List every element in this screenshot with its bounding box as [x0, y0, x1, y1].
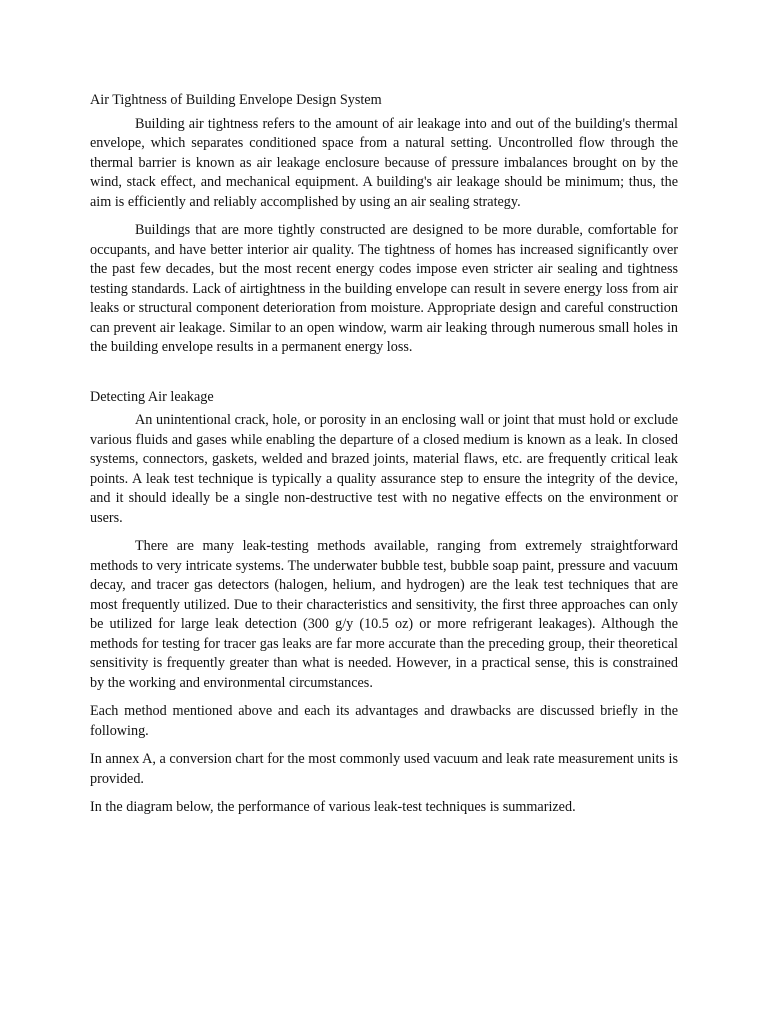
document-page	[90, 91, 678, 827]
section-spacer	[90, 367, 678, 388]
paragraph: An unintentional crack, hole, or porosity in an enclosing wall or joint that must hold or exclude various fluids and gases while enabling the departure of a closed medium is known as a leak. In closed systems, connectors, gaskets, welded and brazed joints, material flaws, etc. are frequently critical leak points. A leak test technique is typically a quality assurance step to ensure the integrity of the device, and it should ideally be a single non-destructive test with no negative effects on the environment or users.	[90, 412, 678, 526]
paragraph: Building air tightness refers to the amount of air leakage into and out of the building's thermal envelope, which separates conditioned space from a natural setting. Uncontrolled flow through the thermal barrier is known as air leakage enclosure because of pressure imbalances brought on by the wind, stack effect, and mechanical equipment. A building's air leakage should be minimum; thus, the aim is efficiently and reliably accomplished by using an air sealing strategy.	[90, 115, 678, 210]
section-heading-air-tightness: Air Tightness of Building Envelope Design System	[90, 92, 382, 108]
section-heading-detecting-air-leakage: Detecting Air leakage	[90, 388, 214, 405]
paragraph: In annex A, a conversion chart for the most commonly used vacuum and leak rate measurement units is provided.	[90, 751, 678, 787]
paragraph: Buildings that are more tightly constructed are designed to be more durable, comfortable for occupants, and have better interior air quality. The tightness of homes has increased significantly over the past few decades, but the most recent energy codes impose even stricter air sealing and tightness testing standards. Lack of airtightness in the building envelope can result in severe energy loss from air leaks or structural component deterioration from moisture. Appropriate design and careful construction can prevent air leakage. Similar to an open window, warm air leaking through numerous small holes in the building envelope results in a permanent energy loss.	[90, 222, 678, 355]
paragraph: In the diagram below, the performance of various leak-test techniques is summarized.	[90, 799, 576, 815]
paragraph: There are many leak-testing methods available, ranging from extremely straightforward methods to very intricate systems. The underwater bubble test, bubble soap paint, pressure and vacuum decay, and tracer gas detectors (halogen, helium, and hydrogen) are the leak test techniques that are most frequently utilized. Due to their characteristics and sensitivity, the first three approaches can only be utilized for large leak detection (300 g/y (10.5 oz) or more refrigerant leakages). Although the methods for testing for tracer gas leaks are far more accurate than the preceding group, their theoretical sensitivity is frequently greater than what is needed. However, in a practical sense, this is constrained by the working and environmental circumstances.	[90, 538, 678, 691]
paragraph: Each method mentioned above and each its advantages and drawbacks are discussed briefly in the following.	[90, 703, 678, 739]
